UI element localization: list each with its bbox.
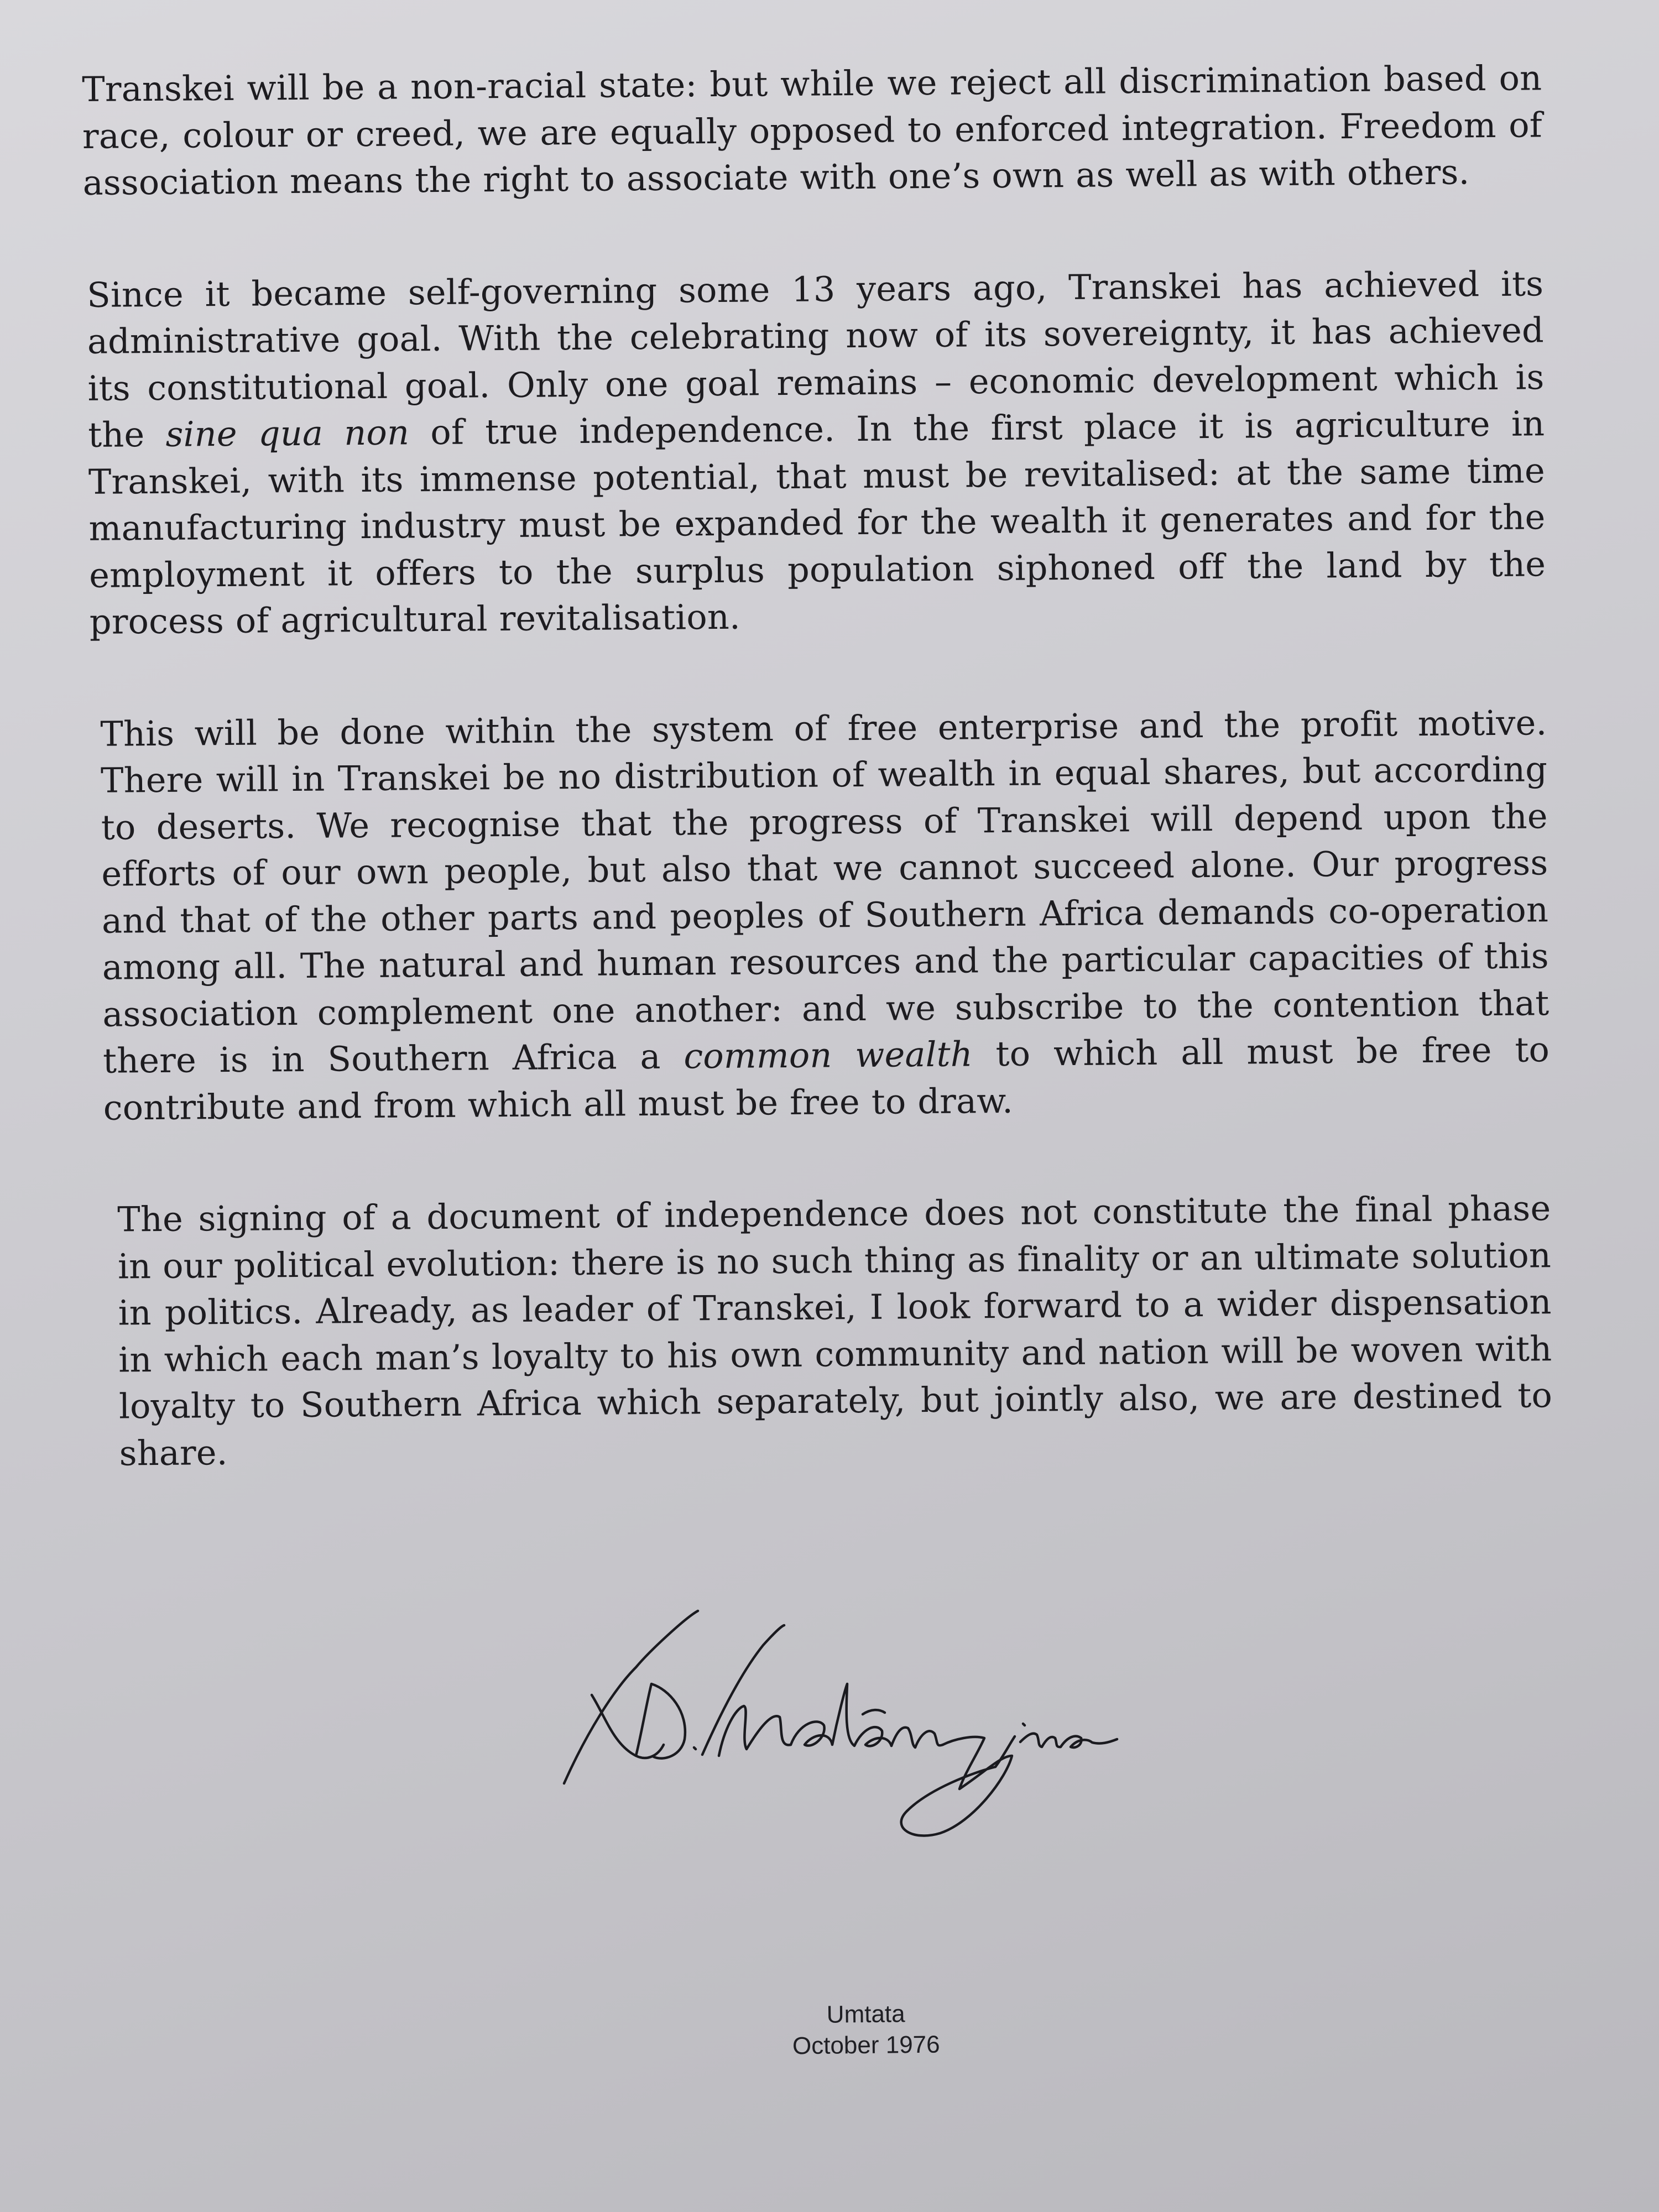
paragraph-2-italic-phrase: sine qua non <box>165 412 410 455</box>
signature-drawing <box>553 1606 1161 1850</box>
paragraph-2 <box>84 260 1546 646</box>
closing-place: Umtata <box>826 2000 905 2028</box>
handwritten-signature <box>553 1606 1161 1850</box>
paragraph-1-text: Transkei will be a non-racial state: but while we reject all discrimination based on race, colour or creed, we are equally opposed to enforced integration. Freedom of association means the right to associate with one’s own as well as with others. <box>82 58 1543 203</box>
paragraph-1 <box>82 55 1543 206</box>
paragraph-4-text: The signing of a document of independence does not constitute the final phase in our political evolution: there is no such thing as finality or an ultimate solution in politics. Already, as leader of Transkei, I look forward to a wider dispensation in which each man’s loyalty to his own community and nation will be woven with loyalty to Southern Africa which separately, but jointly also, we are destined to share. <box>117 1188 1553 1474</box>
paragraph-3 <box>87 700 1550 1131</box>
paragraph-3-text-start: This will be done within the system of free enterprise and the profit motive. There will in Transkei be no distribution of wealth in equal shares, but according to deserts. We recognise that the progress of Transkei will depend upon the efforts of our own people, but also that we cannot succeed alone. Our progress and that of the other parts and peoples of Southern Africa demands co-operation among all. The natural and human resources and the particular capacities of this association complement one another: and we subscribe to the contention that there is in Southern Africa a <box>100 702 1550 1081</box>
paragraph-2-text-end: of true independence. In the first place it is agriculture in Transkei, with its immense potential, that must be revitalised: at the same time manufacturing industry must be expanded for the wealth it generates and for the employment it offers to the surplus population siphoned off the land by the process of agricultural revitalisation. <box>88 403 1546 642</box>
paragraph-2-text-start: Since it became self-governing some 13 years ago, Transkei has achieved its administrative goal. With the celebrating now of its sovereignty, it has achieved its constitutional goal. Only one goal remains – economic development which is the <box>86 263 1545 455</box>
paragraph-4 <box>91 1185 1553 1477</box>
paragraph-3-text-end: to which all must be free to contribute and from which all must be free to draw. <box>103 1029 1550 1128</box>
paragraph-3-italic-phrase: common wealth <box>684 1034 973 1077</box>
closing-block <box>755 1998 977 2062</box>
letter-body <box>82 55 1553 1542</box>
closing-date: October 1976 <box>792 2031 940 2060</box>
